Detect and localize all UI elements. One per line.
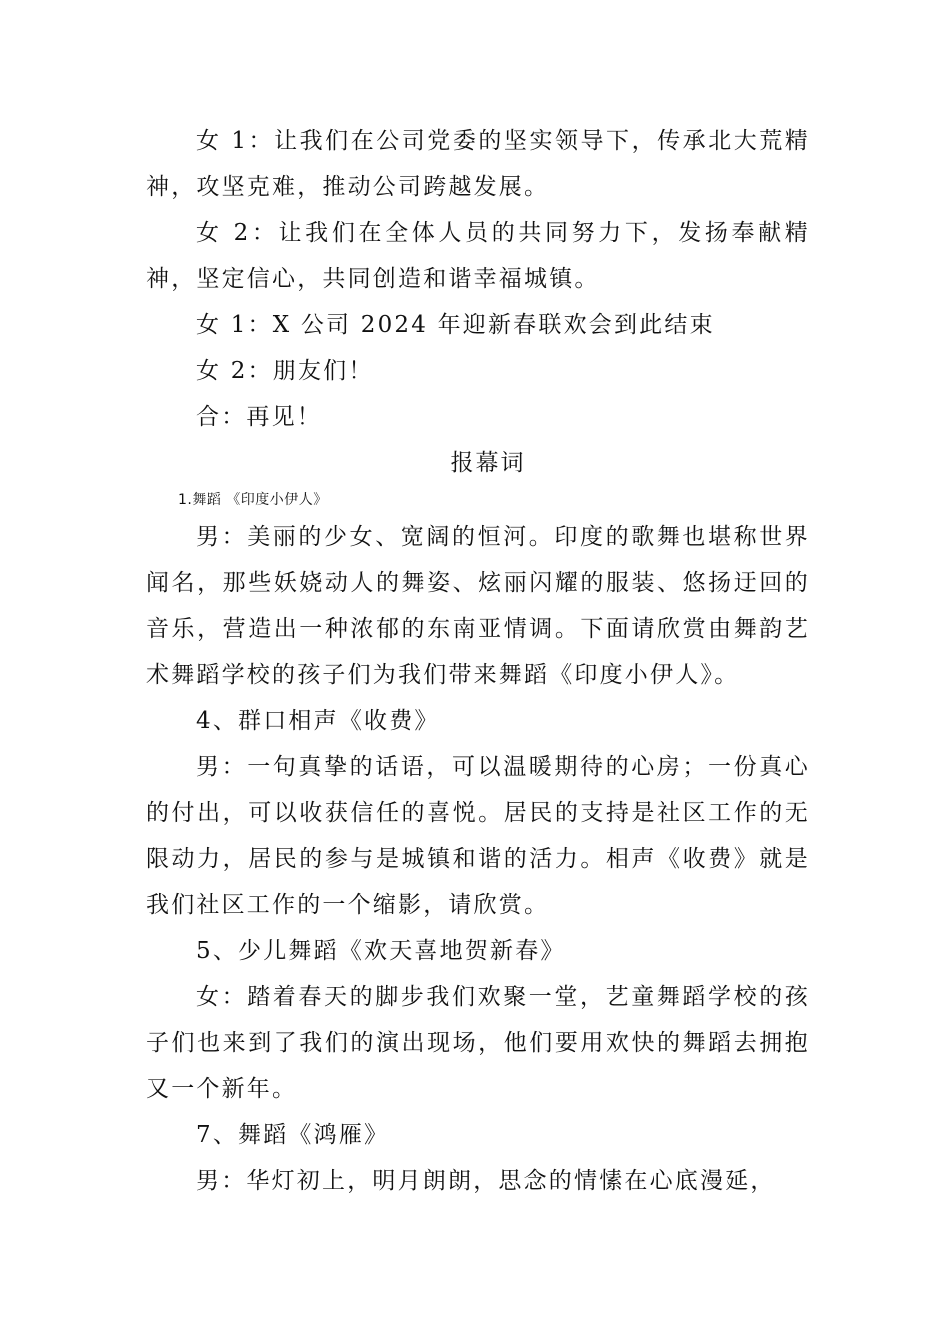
item-1-label: 1.舞蹈 《印度小伊人》	[178, 492, 328, 508]
item-4-text: 男：一句真挚的话语，可以温暖期待的心房；一份真心的付出，可以收获信任的喜悦。居民的支持是社区工作的无限动力，居民的参与是城镇和谐的活力。相声《收费》就是我们社区工作的一个缩影，请欣赏。	[146, 754, 810, 918]
item-5-label: 5、少儿舞蹈《欢天喜地贺新春》	[196, 938, 566, 964]
item-1-text: 男：美丽的少女、宽阔的恒河。印度的歌舞也堪称世界闻名，那些妖娆动人的舞姿、炫丽闪耀的服装、悠扬迂回的音乐，营造出一种浓郁的东南亚情调。下面请欣赏由舞韵艺术舞蹈学校的孩子们为我们带来舞蹈《印度小伊人》。	[146, 524, 810, 688]
item-4-label: 4、群口相声《收费》	[196, 708, 440, 734]
closing-line-2: 女 2：让我们在全体人员的共同努力下，发扬奉献精神，坚定信心，共同创造和谐幸福城镇。	[146, 220, 810, 292]
closing-line-5: 合：再见！	[196, 404, 322, 430]
closing-line-1: 女 1：让我们在公司党委的坚实领导下，传承北大荒精神，攻坚克难，推动公司跨越发展。	[146, 128, 810, 200]
section-title: 报幕词	[450, 450, 526, 476]
item-7-text: 男：华灯初上，明月朗朗，思念的情愫在心底漫延，	[196, 1168, 776, 1194]
item-5-text: 女：踏着春天的脚步我们欢聚一堂，艺童舞蹈学校的孩子们也来到了我们的演出现场，他们要用欢快的舞蹈去拥抱又一个新年。	[146, 984, 810, 1102]
closing-line-3: 女 1：X 公司 2024 年迎新春联欢会到此结束	[196, 312, 715, 338]
item-7-label: 7、舞蹈《鸿雁》	[196, 1122, 390, 1148]
document-body	[146, 118, 810, 1204]
closing-line-4: 女 2：朋友们！	[196, 358, 374, 384]
